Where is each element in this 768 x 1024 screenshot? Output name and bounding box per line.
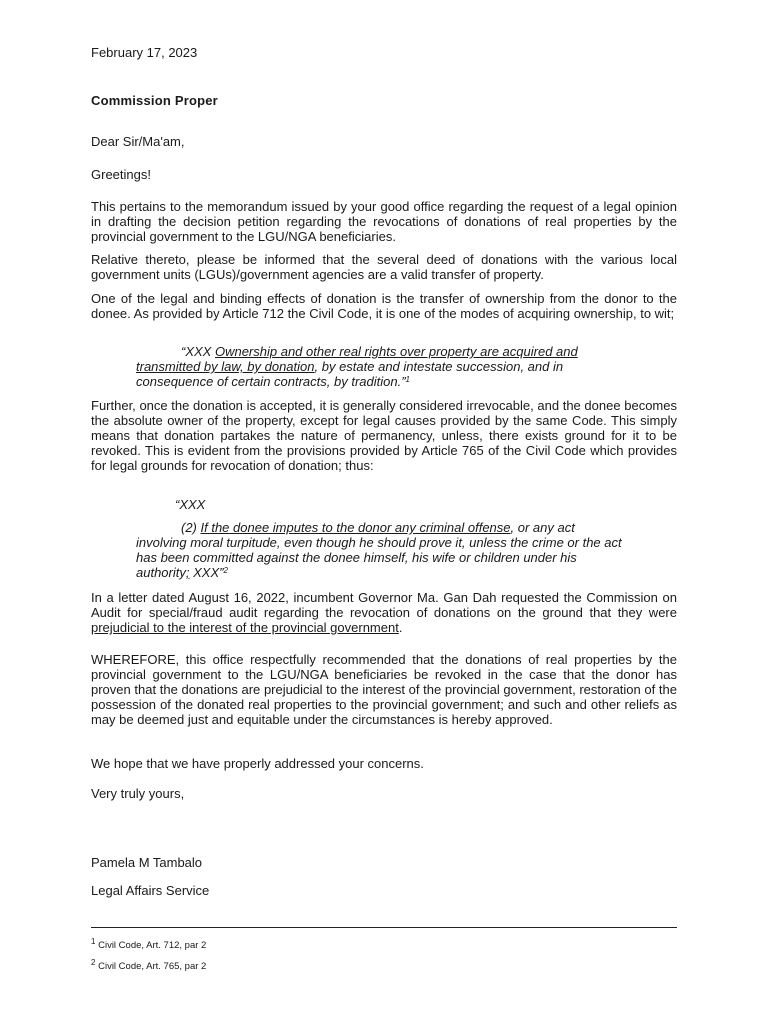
quote-semicolon: ; xyxy=(185,565,190,580)
footnote-text: Civil Code, Art. 765, par 2 xyxy=(95,961,207,972)
paragraph-relative-thereto: Relative thereto, please be informed that the several deed of donations with the various local government units (LGUs)/government agencies are a valid transfer of property. xyxy=(91,252,677,282)
quote-rest: , by estate and intestate succession, and in consequence of certain contracts, by tradition.” xyxy=(136,359,564,389)
salutation: Dear Sir/Ma'am, xyxy=(91,134,185,149)
paragraph-memorandum: This pertains to the memorandum issued by your good office regarding the request of a legal opinion in drafting the decision petition regarding the revocations of donations of real properties by the provincial government to the LGU/NGA beneficiaries. xyxy=(91,199,677,244)
footnote-ref-1: 1 xyxy=(405,375,410,384)
footnote-ref-2: 2 xyxy=(223,566,228,575)
signer-name: Pamela M Tambalo xyxy=(91,855,203,870)
paragraph-wherefore: WHEREFORE, this office respectfully recommended that the donations of real properties by the provincial government to the LGU/NGA beneficiaries be revoked in the case that the donor has proven that the donations are prejudicial to the interest of the provincial government, restoration of the possession of the donated real properties to the provincial government; and such and other reliefs as may be deemed just and equitable under the circumstances is hereby approved. xyxy=(91,652,677,727)
paragraph-text: In a letter dated August 16, 2022, incumbent Governor Ma. Gan Dah requested the Commission on Audit for special/fraud audit regarding the revocation of donations on the ground that they were xyxy=(91,590,677,620)
paragraph-effects-of-donation: One of the legal and binding effects of donation is the transfer of ownership from the donor to the donee. As provided by Article 712 the Civil Code, it is one of the modes of acquiring ownership, to wit; xyxy=(91,291,677,321)
footnote-text: Civil Code, Art. 712, par 2 xyxy=(95,940,207,951)
footnote-divider xyxy=(91,927,677,928)
quote-underlined-text: If the donee imputes to the donor any criminal offense xyxy=(200,520,511,535)
quote-open: “XXX xyxy=(181,344,215,359)
greeting: Greetings! xyxy=(91,167,151,182)
quote-item-number: (2) xyxy=(181,520,201,535)
paragraph-concerns: We hope that we have properly addressed your concerns. xyxy=(91,756,424,771)
footnote-mark: 1 xyxy=(91,937,96,946)
footnote-1 xyxy=(91,937,677,952)
paragraph-governor-letter xyxy=(91,590,677,635)
quote-underlined-text: Ownership and other real rights over property are acquired and transmitted by law, by donation xyxy=(136,344,578,374)
quote-end: XXX” xyxy=(189,565,224,580)
quote-article-765-intro: “XXX xyxy=(175,497,206,512)
signer-office: Legal Affairs Service xyxy=(91,883,210,898)
quote-rest: , or any act involving moral turpitude, even though he should prove it, unless the crime or the act has been committed against the donee himself, his wife or children under his authority xyxy=(136,520,622,580)
letter-date: February 17, 2023 xyxy=(91,45,198,60)
closing: Very truly yours, xyxy=(91,786,185,801)
recipient-heading: Commission Proper xyxy=(91,93,218,108)
quote-article-712 xyxy=(136,344,621,389)
paragraph-irrevocable: Further, once the donation is accepted, it is generally considered irrevocable, and the donee becomes the absolute owner of the property, except for legal causes provided by the same Code. This simply means that donation partakes the nature of permanency, unless, there exists ground for it to be revoked. This is evident from the provisions provided by Article 765 of the Civil Code which provides for legal grounds for revocation of donation; thus: xyxy=(91,398,677,473)
paragraph-end: . xyxy=(398,620,403,635)
underlined-phrase: prejudicial to the interest of the provincial government xyxy=(91,620,399,635)
footnote-2 xyxy=(91,958,677,973)
quote-article-765 xyxy=(136,520,623,580)
footnote-mark: 2 xyxy=(91,958,96,967)
